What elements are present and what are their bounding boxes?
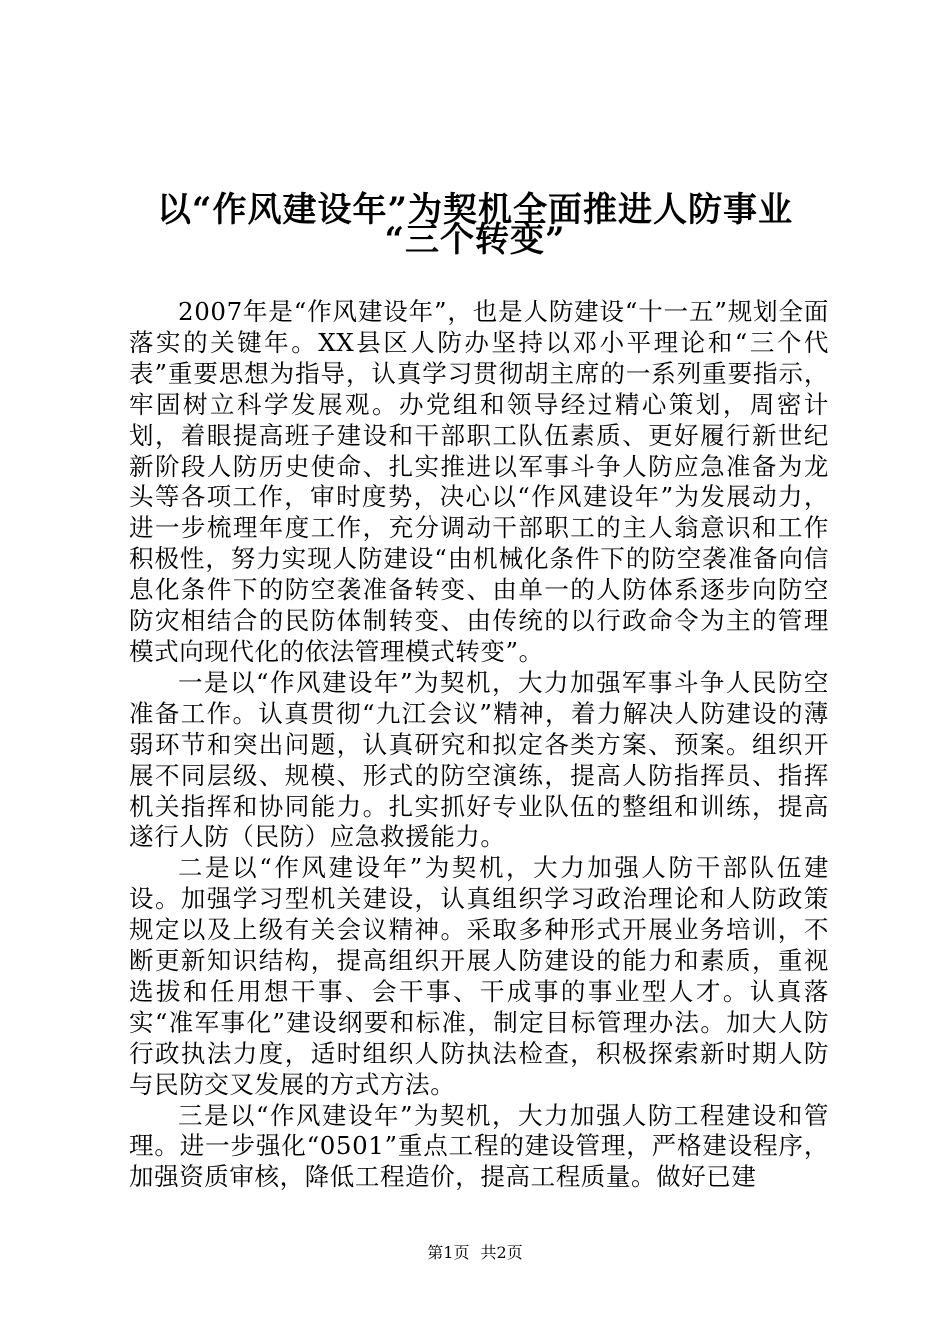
page-total: 共2页 [480,1243,523,1262]
paragraph-item-3: 三是以“作风建设年”为契机，大力加强人防工程建设和管理。进一步强化“0501”重点工程的建设管理，严格建设程序，加强资质审核，降低工程造价，提高工程质量。做好已建 [129,1100,829,1192]
page-footer [0,1243,950,1263]
document-body [129,297,829,1193]
document-title-line1: 以“作风建设年”为契机全面推进人防事业 [156,190,794,230]
paragraph-item-1: 一是以“作风建设年”为契机，大力加强军事斗争人民防空准备工作。认真贯彻“九江会议”精神，着力解决人防建设的薄弱环节和突出问题，认真研究和拟定各类方案、预案。组织开展不同层级、规模、形式的防空演练，提高人防指挥员、指挥机关指挥和协同能力。扎实抓好专业队伍的整组和训练，提高遂行人防（民防）应急救援能力。 [129,667,829,852]
paragraph-intro: 2007年是“作风建设年”，也是人防建设“十一五”规划全面落实的关键年。XX县区人防办坚持以邓小平理论和“三个代表”重要思想为指导，认真学习贯彻胡主席的一系列重要指示，牢固树立科学发展观。办党组和领导经过精心策划，周密计划，着眼提高班子建设和干部职工队伍素质、更好履行新世纪新阶段人防历史使命、扎实推进以军事斗争人防应急准备为龙头等各项工作，审时度势，决心以“作风建设年”为发展动力，进一步梳理年度工作，充分调动干部职工的主人翁意识和工作积极性，努力实现人防建设“由机械化条件下的防空袭准备向信息化条件下的防空袭准备转变、由单一的人防体系逐步向防空防灾相结合的民防体制转变、由传统的以行政命令为主的管理模式向现代化的依法管理模式转变”。 [129,297,829,666]
page-number: 第1页 [427,1243,470,1262]
paragraph-item-2: 二是以“作风建设年”为契机，大力加强人防干部队伍建设。加强学习型机关建设，认真组织学习政治理论和人防政策规定以及上级有关会议精神。采取多种形式开展业务培训，不断更新知识结构，提高组织开展人防建设的能力和素质，重视选拔和任用想干事、会干事、干成事的事业型人才。认真落实“准军事化”建设纲要和标准，制定目标管理办法。加大人防行政执法力度，适时组织人防执法检查，积极探索新时期人防与民防交叉发展的方式方法。 [129,853,829,1099]
document-title-line2: “三个转变” [384,220,566,260]
